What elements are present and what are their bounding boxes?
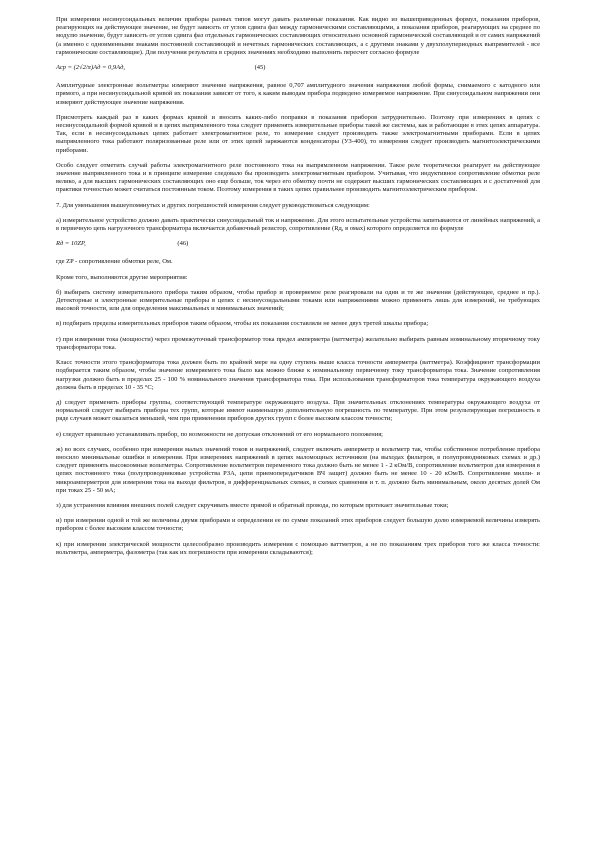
formula-46-expression: Rд = 10ZP,: [56, 240, 86, 248]
paragraph-8: Кроме того, выполняются другие мероприятия:: [56, 273, 188, 281]
formula-45: [56, 64, 540, 72]
paragraph-4: Особо следует отметить случай работы электромагнитного реле постоянного тока на выпрямленном напряжении. Такое реле теоретически реагирует на действующее значение выпрямленного тока и в принципе измерение следовало бы производить электромагнитным прибором. Учитывая, что индуктивное сопротивление обмотки реле велико, а для высших гармонических составляющих оно еще больше, ток через его обмотку почти не содержит высших гармонических составляющих и с достаточной для практики точностью может считаться постоянным током. Поэтому измерения в таких цепях правильнее производить магнитоэлектрическим прибором.: [56, 161, 540, 194]
paragraph-9: б) выбирать систему измерительного прибора таким образом, чтобы прибор и проверяемое реле реагировали на одни и те же значения (действующее, среднее и пр.). Детекторные и электронные измерительные приборы в цепях с несинусоидальными токами или напряжениями можно применять лишь для измерений, не требующих высокой точности, или для определения максимальных и минимальных значений;: [56, 288, 540, 313]
paragraph-15: ж) во всех случаях, особенно при измерении малых значений токов и напряжений, следует включать амперметр и вольтметр так, чтобы собственное потребление прибора вносило минимальные ошибки в измерения. При измерениях напряжений в цепях маломощных источников (на выходах фильтров, в полупроводниковых схемах и др.) следует применять высокоомные вольтметры. Сопротивление вольтметров переменного тока должно быть не менее 1 - 2 кОм/В, сопротивление вольтметров для измерения в цепях постоянного тока (полупроводниковые устройства РЗА, цепи приемопередатчиков ВЧ защит) должно быть не менее 10 - 20 кОм/В. Сопротивление милли- и микроамперметров для измерения тока на выходе фильтров, в дифференциальных схемах, в схемах сравнения и т. п. должно быть минимальным, около десятых долей Ом при токах 25 - 50 мА;: [56, 445, 540, 494]
paragraph-5: 7. Для уменьшения вышеупомянутых и других погрешностей измерения следует руководствоваться следующим:: [56, 201, 370, 209]
formula-46-number: (46): [177, 240, 189, 248]
paragraph-11: г) при измерении тока (мощности) через промежуточный трансформатор тока предел амперметра (ваттметра) желательно выбирать равным номинальному вторичному току трансформатора тока.: [56, 335, 540, 351]
paragraph-18: к) при измерении электрической мощности целесообразно производить измерения с помощью ваттметров, а не по показаниям трех приборов того же класса точности: вольтметра, амперметра, фазометра (так как их погрешности при измерении складываются);: [56, 540, 540, 556]
formula-45-expression: Аср = (2√2/π)Ад = 0,9Ад,: [56, 64, 126, 72]
formula-46: [56, 240, 540, 248]
paragraph-7: где ZP - сопротивление обмотки реле, Ом.: [56, 258, 173, 266]
paragraph-13: д) следует применять приборы группы, соответствующей температуре окружающего воздуха. При значительных отклонениях температуры окружающего воздуха от нормальной следует выбирать приборы тех групп, которые имеют наименьшую дополнительную погрешность по температуре. При этом результирующая погрешность в ряде случаев может оказаться меньшей, чем при применении приборов других групп с более высоким классом точности;: [56, 398, 540, 423]
formula-45-number: (45): [254, 64, 266, 72]
paragraph-2: Амплитудные электронные вольтметры измеряют значение напряжения, равное 0,707 амплитудного значения напряжения любой формы, снимаемого с катодного или прямого, а при несинусоидальной кривой их показания зависят от того, к каким выводам прибора подведено измеряемое напряжение. При синусоидальном напряжении они измеряют действующее значение напряжения.: [56, 82, 540, 106]
paragraph-16: з) для устранения влияния внешних полей следует скручивать вместе прямой и обратный провода, по которым протекает значительные токи;: [56, 501, 449, 509]
paragraph-1: При измерении несинусоидальных величин приборы разных типов могут давать различные показания. Как видно из вышеприведенных формул, показания приборов, реагирующих на действующее значение, не будут зависеть от углов сдвига фаз между гармоническими составляющими, а показания приборов, реагирующих на среднее по модулю значение, будут зависеть от углов сдвига фаз отдельных гармонических составляющих относительно основной гармонической составляющей и от самих напряжений (а именно с одноименными знаками постоянной составляющей и нечетных гармонических составляющих, а с другими знаками у двухполупериодных выпрямителей - все гармонические составляющие). Для получения результата в средних значениях необходимо выполнить пересчет согласно формуле: [56, 16, 540, 56]
paragraph-17: и) при измерении одной и той же величины двумя приборами и определении ее по сумме показаний этих приборов следует большую долю измеряемой величины измерять прибором с более высоким классом точности;: [56, 517, 540, 533]
paragraph-10: в) подбирать пределы измерительных приборов таким образом, чтобы их показания составляли не менее двух третей шкалы прибора;: [56, 320, 429, 328]
paragraph-6: а) измерительное устройство должно давать практически синусоидальный ток и напряжение. Для этого испытательные устройства запитываются от линейных напряжений, а в первичную цепь нагрузочного трансформатора включается добавочный резистор, сопротивление (Rд, в омах) которого определяется по формуле: [56, 216, 540, 233]
paragraph-3: Присмотреть каждый раз в каких формах кривой и вносить каких-либо поправки в показания приборов затруднительно. Поэтому при измерениях в цепях с несинусоидальной формой кривой и в цепях выпрямленного тока следует применять измерительные приборы такой же системы, как и работающие в этих цепях аппаратура. Так, если в несинусоидальных цепях работает электромагнитное реле, то измерение следует производить также электромагнитными приборами. Если в цепях выпрямленного тока работают поляризованные реле или от этих цепей заряжаются конденсаторы (УЗ-400), то измерения следует производить магнитоэлектрическими приборами.: [56, 113, 540, 154]
paragraph-12: Класс точности этого трансформатора тока должен быть по крайней мере на одну ступень выше класса точности амперметра (ваттметра). Коэффициент трансформации подбирается таким образом, чтобы значение измеряемого тока было как можно ближе к номинальному первичному току трансформатора тока. Значение сопротивления нагрузки должно быть в пределах 25 - 100 % номинального значения трансформатора тока. При использовании трансформаторов тока температура окружающего воздуха должна быть в пределах 10 - 35 °С;: [56, 359, 540, 391]
paragraph-14: е) следует правильно устанавливать прибор, по возможности не допуская отклонений от его нормального положения;: [56, 430, 383, 438]
